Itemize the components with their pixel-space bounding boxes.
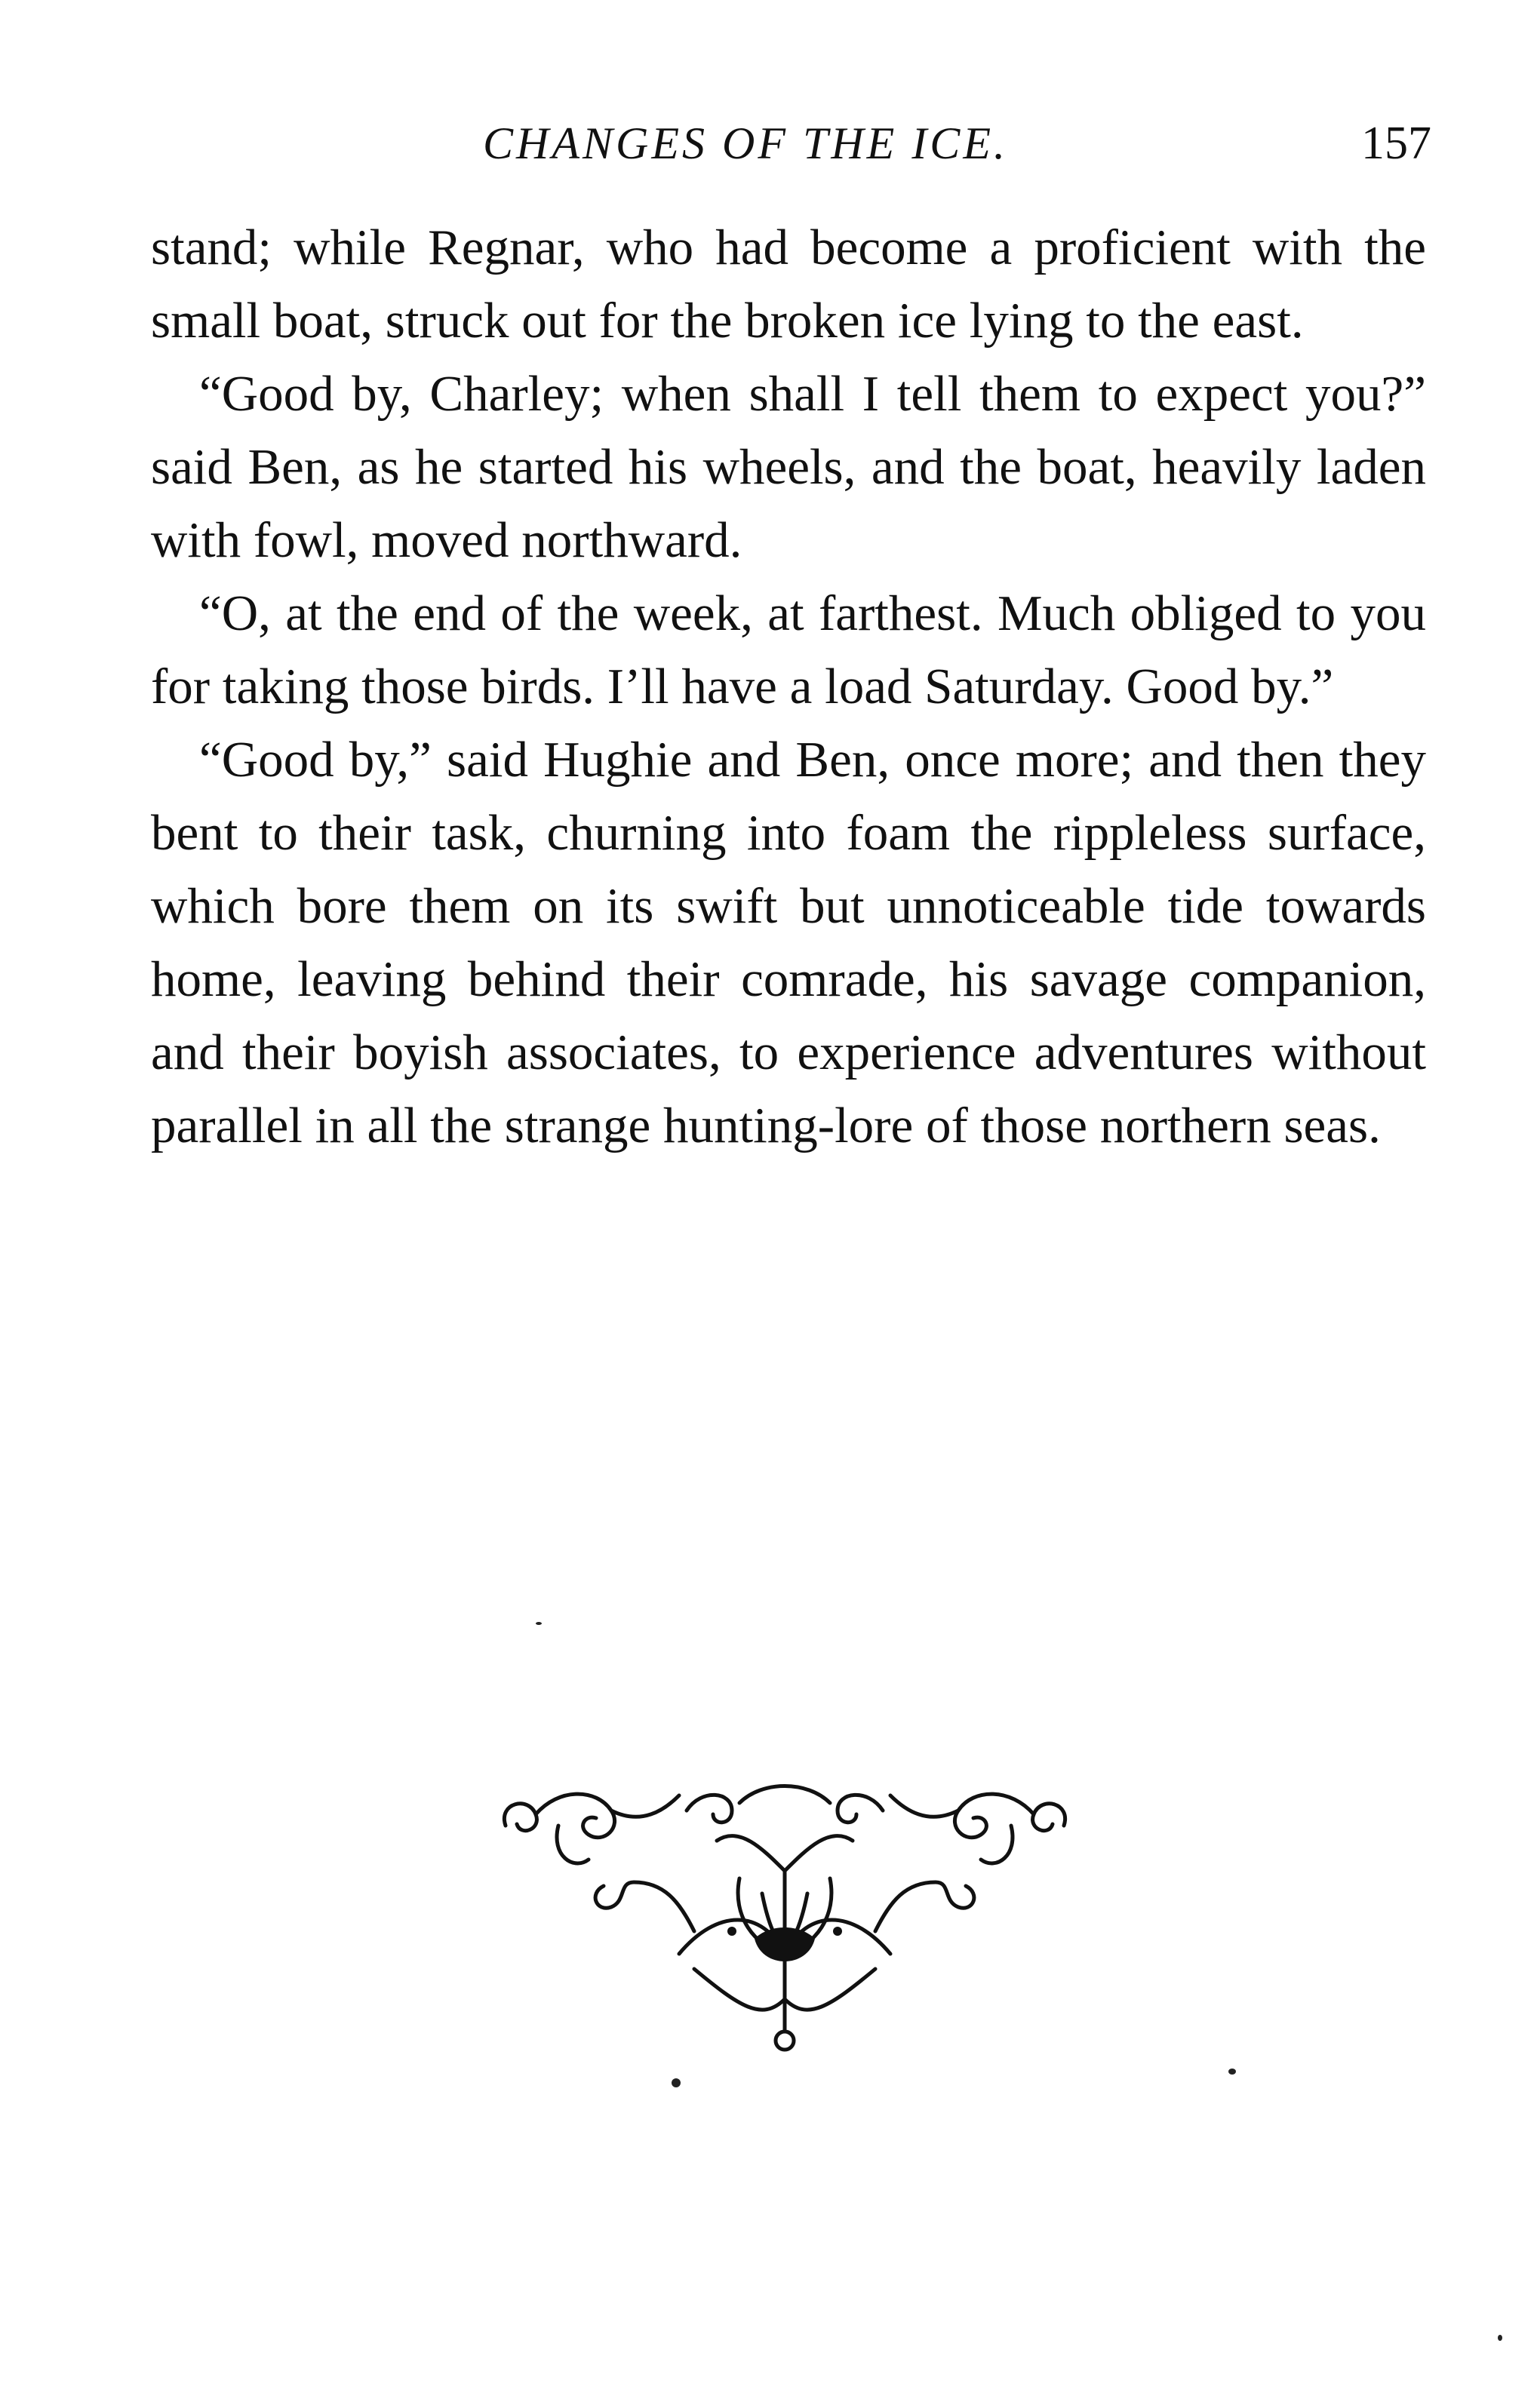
page-number: 157 — [1361, 118, 1431, 169]
paragraph-4: “Good by,” said Hughie and Ben, once more; and then they bent to their task, churning into foam the rippleless surface, which bore them on its swift but unnoticeable tide towards home, leaving behind their comrade, his savage companion, and their boyish associates, to experience adventures without parallel in all the strange hunting-lore of those northern seas. — [151, 732, 1426, 1153]
paragraph-1: stand; while Regnar, who had become a proficient with the small boat, struck out for the broken ice lying to the east. — [151, 220, 1426, 349]
body-text — [151, 211, 1426, 1163]
running-head — [0, 113, 1537, 174]
ink-speck — [536, 1622, 542, 1625]
ink-speck — [1228, 2069, 1236, 2075]
paragraph-3: “O, at the end of the week, at farthest. Much obliged to you for taking those birds. I’ll have a load Saturday. Good by.” — [151, 585, 1426, 714]
ink-speck — [1498, 2335, 1502, 2341]
running-title: CHANGES OF THE ICE. — [483, 118, 1008, 168]
ink-speck — [672, 2078, 681, 2087]
paragraph-2: “Good by, Charley; when shall I tell them to expect you?” said Ben, as he started his wheels, and the boat, heavily laden with fowl, moved northward. — [151, 366, 1426, 568]
floral-tailpiece-icon — [490, 1780, 1079, 2067]
